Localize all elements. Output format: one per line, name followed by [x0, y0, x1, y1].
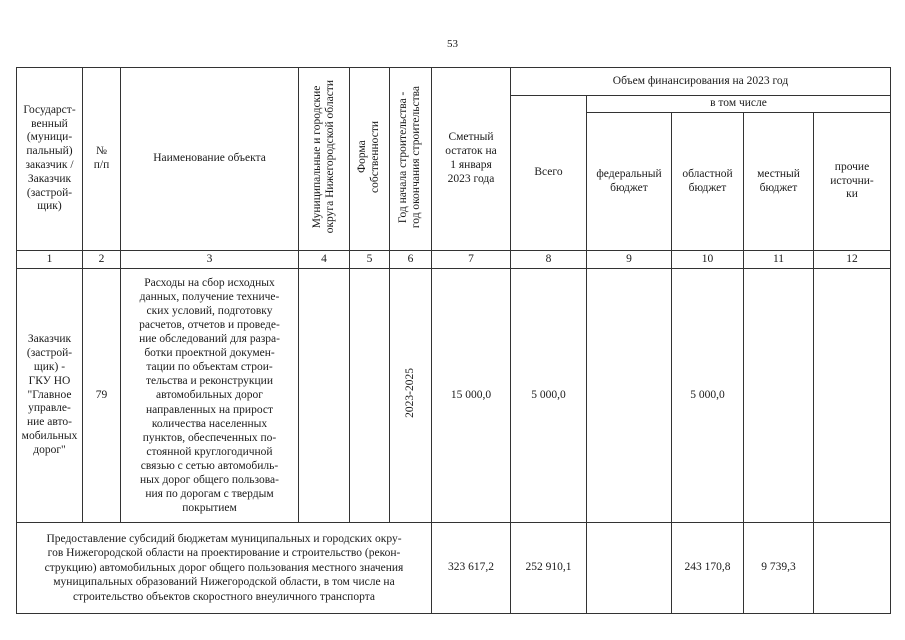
row-other — [814, 269, 891, 523]
summary-federal — [587, 523, 672, 614]
row-districts — [299, 269, 350, 523]
column-number: 7 — [432, 251, 511, 269]
column-number: 3 — [121, 251, 299, 269]
row-estimate-balance: 15 000,0 — [432, 269, 511, 523]
row-years-text: 2023-2025 — [403, 368, 416, 419]
row-object-name: Расходы на сбор исходных данных, получение техниче- ских условий, подготовку расчетов, отчетов и проведе- ние обследований для разра- ботки проектной докумен- тации по объектам строи- тельства и реконструкции автомобильных дорог направленных на прирост количества населенных пунктов, обеспеченных по- стоянной круглогодичной связью с сетью автомобиль- ных дорог общего пользова- ния по дорогам с твердым покрытием — [121, 269, 299, 523]
column-number: 10 — [672, 251, 744, 269]
row-local — [744, 269, 814, 523]
header-object-name: Наименование объекта — [121, 68, 299, 251]
header-local: местный бюджет — [744, 113, 814, 251]
column-number: 9 — [587, 251, 672, 269]
column-number: 11 — [744, 251, 814, 269]
summary-local: 9 739,3 — [744, 523, 814, 614]
summary-text: Предоставление субсидий бюджетам муниципальных и городских окру- гов Нижегородской области на проектирование и строительство (рекон- струкцию) автомобильных дорог общего пользования местного значения муниципальных образований Нижегородской области, в том числе на строительство объектов скоростного внеуличного транспорта — [17, 523, 432, 614]
row-years — [390, 269, 432, 523]
column-number: 2 — [83, 251, 121, 269]
header-districts-text: Муниципальные и городские округа Нижегородской области — [310, 79, 336, 234]
summary-regional: 243 170,8 — [672, 523, 744, 614]
row-federal — [587, 269, 672, 523]
page-number: 53 — [447, 38, 458, 50]
summary-estimate-balance: 323 617,2 — [432, 523, 511, 614]
table-row — [17, 269, 891, 523]
column-number: 6 — [390, 251, 432, 269]
summary-other — [814, 523, 891, 614]
header-funding-title: Объем финансирования на 2023 год — [511, 68, 891, 96]
header-federal: федеральный бюджет — [587, 113, 672, 251]
column-number: 8 — [511, 251, 587, 269]
header-ownership — [350, 68, 390, 251]
financing-table — [16, 67, 891, 614]
header-estimate-balance: Сметный остаток на 1 января 2023 года — [432, 68, 511, 251]
header-years-text: Год начала строительства - год окончания строительства — [397, 85, 423, 228]
header-including: в том числе — [587, 96, 891, 113]
row-customer: Заказчик (застрой- щик) - ГКУ НО "Главное управле- ние авто- мобильных дорог" — [17, 269, 83, 523]
row-ownership — [350, 269, 390, 523]
column-number: 5 — [350, 251, 390, 269]
row-total: 5 000,0 — [511, 269, 587, 523]
header-total: Всего — [511, 96, 587, 251]
header-regional: областной бюджет — [672, 113, 744, 251]
header-ownership-text: Форма собственности — [356, 120, 382, 193]
header-years — [390, 68, 432, 251]
header-customer: Государст- венный (муници- пальный) заказчик / Заказчик (застрой- щик) — [17, 68, 83, 251]
column-number: 1 — [17, 251, 83, 269]
header-districts — [299, 68, 350, 251]
column-number: 12 — [814, 251, 891, 269]
header-number: № п/п — [83, 68, 121, 251]
row-regional: 5 000,0 — [672, 269, 744, 523]
column-number: 4 — [299, 251, 350, 269]
summary-row — [17, 523, 891, 614]
header-other: прочие источни- ки — [814, 113, 891, 251]
summary-total: 252 910,1 — [511, 523, 587, 614]
row-number: 79 — [83, 269, 121, 523]
